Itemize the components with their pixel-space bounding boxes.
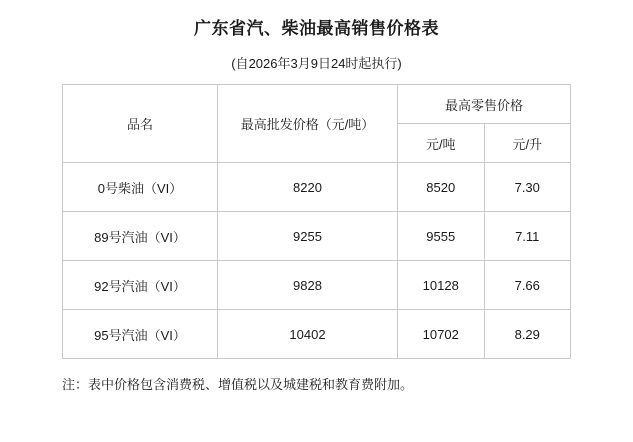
cell-product-name: 95号汽油（VI） [63, 310, 218, 359]
cell-wholesale-price: 8220 [218, 163, 398, 212]
cell-product-name: 92号汽油（VI） [63, 261, 218, 310]
table-row [63, 310, 571, 359]
cell-retail-per-ton: 9555 [398, 212, 485, 261]
cell-wholesale-price: 9255 [218, 212, 398, 261]
page-subtitle: (自2026年3月9日24时起执行) [231, 56, 402, 71]
price-table [62, 84, 571, 359]
cell-product-name: 0号柴油（VI） [63, 163, 218, 212]
cell-retail-per-ton: 10702 [398, 310, 485, 359]
cell-retail-per-liter: 8.29 [484, 310, 571, 359]
table-note: 注：表中价格包含消费税、增值税以及城建税和教育费附加。 [62, 377, 414, 392]
header-wholesale-price: 最高批发价格（元/吨） [218, 85, 398, 163]
cell-retail-per-liter: 7.66 [484, 261, 571, 310]
cell-retail-per-ton: 8520 [398, 163, 485, 212]
table-header-row-1 [63, 85, 571, 124]
table-row [63, 163, 571, 212]
page-title: 广东省汽、柴油最高销售价格表 [194, 19, 439, 38]
cell-retail-per-ton: 10128 [398, 261, 485, 310]
cell-product-name: 89号汽油（VI） [63, 212, 218, 261]
header-product-name: 品名 [63, 85, 218, 163]
cell-wholesale-price: 10402 [218, 310, 398, 359]
header-retail-per-ton: 元/吨 [398, 124, 485, 163]
table-row [63, 212, 571, 261]
header-retail-price-group: 最高零售价格 [398, 85, 571, 124]
cell-retail-per-liter: 7.11 [484, 212, 571, 261]
table-row [63, 261, 571, 310]
table-container [0, 84, 633, 359]
cell-wholesale-price: 9828 [218, 261, 398, 310]
header-retail-per-liter: 元/升 [484, 124, 571, 163]
cell-retail-per-liter: 7.30 [484, 163, 571, 212]
